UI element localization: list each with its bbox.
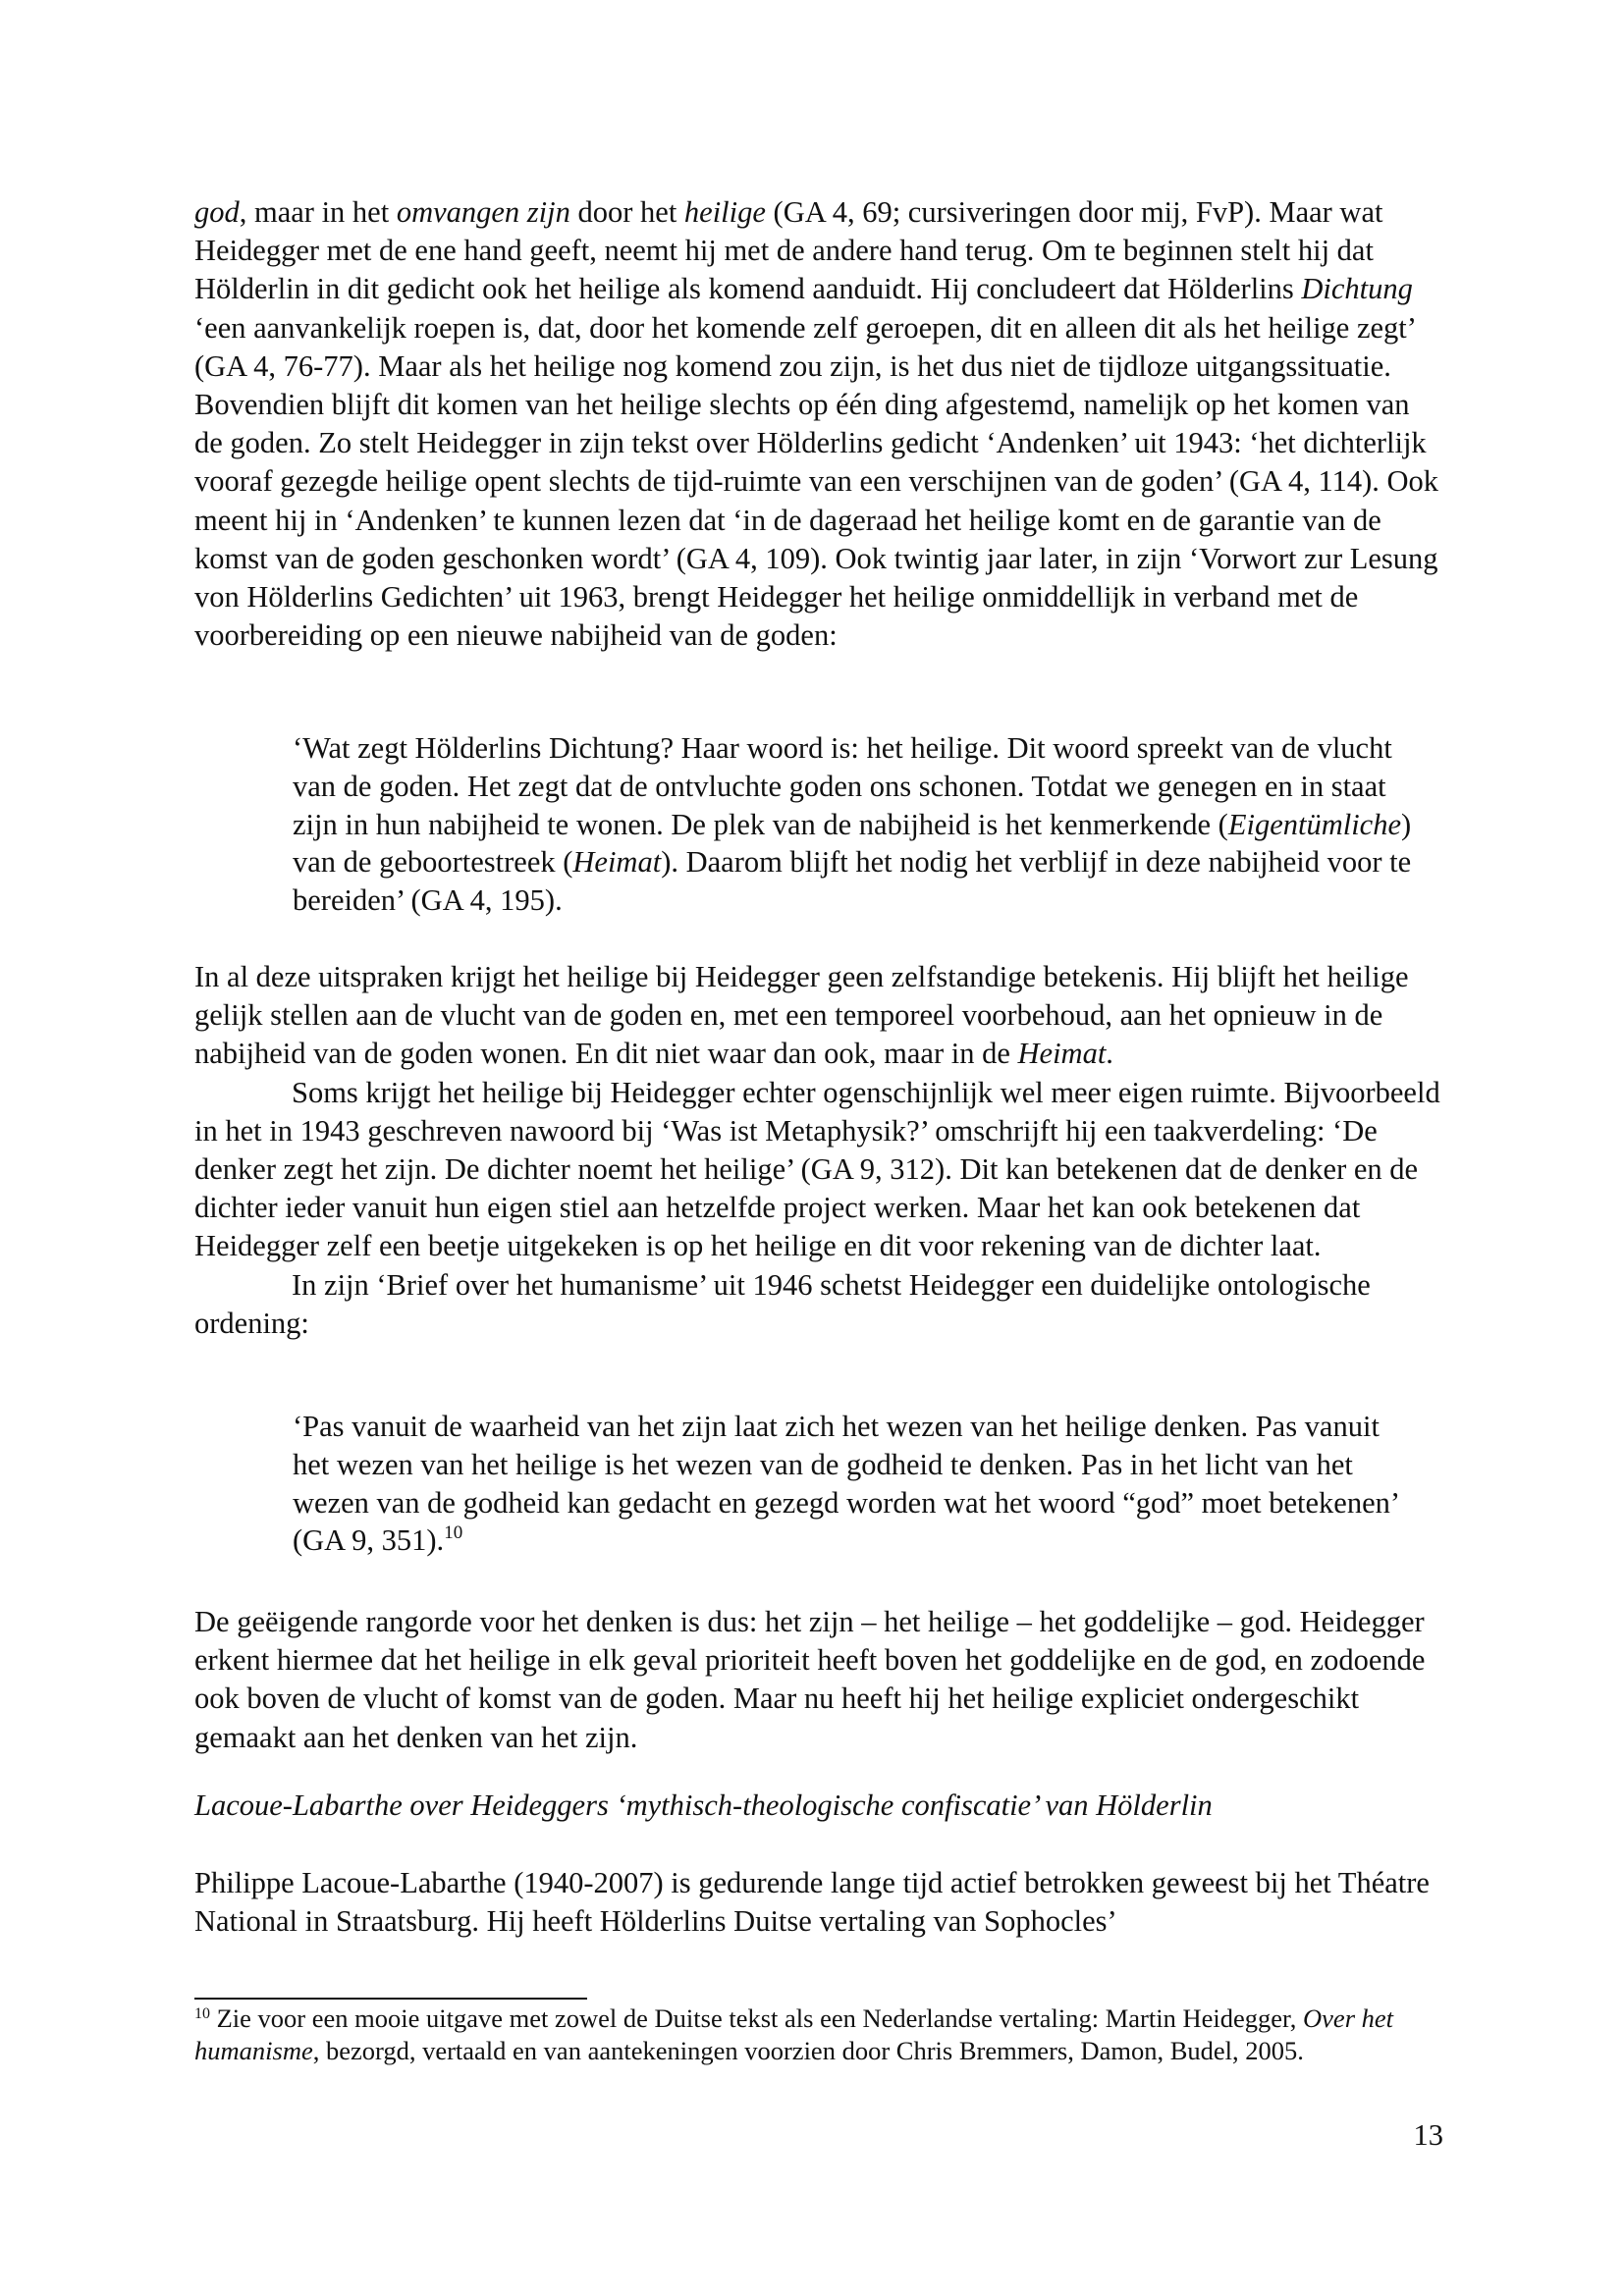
body-text-section-1 — [194, 193, 1441, 655]
text-run: ‘Pas vanuit de waarheid van het zijn laat zich het wezen van het heilige denken. Pas vanuit het wezen van het heilige is het wezen van de godheid te denken. Pas in het licht van het wezen van de godheid kan gedacht en gezegd worden wat het woord “god” moet betekenen’ (GA 9, 351). — [293, 1410, 1398, 1558]
text-run: ‘Wat zegt Hölderlins Dichtung? Haar woord is: het heilige. Dit woord spreekt van de vlucht van de goden. Het zegt dat de ontvluchte goden ons schonen. Totdat we genegen en in staat zijn in hun nabijheid te wonen. De plek van de nabijheid is het kenmerkende ( — [293, 731, 1392, 841]
section-heading: Lacoue-Labarthe over Heideggers ‘mythisch-theologische confiscatie’ van Hölderlin — [194, 1789, 1213, 1822]
page-number: 13 — [1413, 2118, 1443, 2152]
text-run: ). Daarom blijft het nodig het verblijf in deze nabijheid voor te bereiden’ (GA 4, 195). — [293, 845, 1412, 918]
emphasis-heimat: Heimat — [1017, 1037, 1107, 1071]
emphasis-omvangen-zijn: omvangen zijn — [396, 195, 570, 229]
paragraph-3: Soms krijgt het heilige bij Heidegger echter ogenschijnlijk wel meer eigen ruimte. Bijvoorbeeld in het in 1943 geschreven nawoord bij ‘Was ist Metaphysik?’ omschrijft hij een taakverdeling: ‘De denker zegt het zijn. De dichter noemt het heilige’ (GA 9, 312). Dit kan betekenen dat de denker en de dichter ieder vanuit hun eigen stiel aan hetzelfde project werken. Maar het kan ook betekenen dat Heidegger zelf een beetje uitgekeken is op het heilige en dit voor rekening van de dichter laat. — [194, 1075, 1440, 1263]
text-run: . — [1106, 1037, 1113, 1071]
emphasis-heimat: Heimat — [572, 845, 662, 880]
footnote-separator — [194, 1998, 587, 2000]
text-run: , maar in het — [239, 195, 397, 229]
text-run: In al deze uitspraken krijgt het heilige bij Heidegger geen zelfstandige betekenis. Hij blijft het heilige gelijk stellen aan de vlucht van de goden en, met een temporeel voorbehoud, aan het opnieuw in de nabijheid van de goden wonen. En dit niet waar dan ook, maar in de — [194, 960, 1409, 1071]
emphasis-eigentumliche: Eigentümliche — [1227, 807, 1402, 841]
body-text-section-2 — [194, 958, 1441, 1343]
quote-1-text — [293, 729, 1412, 920]
block-quote-2 — [293, 1408, 1412, 1560]
paragraph-4: In zijn ‘Brief over het humanisme’ uit 1946 schetst Heidegger een duidelijke ontologische ordening: — [194, 1267, 1371, 1340]
footnote-number: 10 — [194, 2005, 210, 2022]
paragraph-5: De geëigende rangorde voor het denken is dus: het zijn – het heilige – het goddelijke – god. Heidegger erkent hiermee dat het heilige in elk geval prioriteit heeft boven het goddelijke en de god, en zodoende ook boven de vlucht of komst van de goden. Maar nu heeft hij het heilige expliciet ondergeschikt gemaakt aan het denken van het zijn. — [194, 1605, 1426, 1754]
text-run: ) van de geboortestreek ( — [293, 807, 1412, 880]
paragraph-1 — [194, 193, 1441, 655]
body-text-section-4 — [194, 1864, 1441, 1941]
paragraph-6: Philippe Lacoue-Labarthe (1940-2007) is gedurende lange tijd actief betrokken geweest bij het Théatre National in Straatsburg. Hij heeft Hölderlins Duitse vertaling van Sophocles’ — [194, 1866, 1430, 1939]
footnote-10 — [194, 2002, 1441, 2068]
paragraph-2 — [194, 958, 1441, 1074]
footnote-reference[interactable]: 10 — [444, 1522, 463, 1544]
emphasis-heilige: heilige — [683, 195, 766, 229]
block-quote-1 — [293, 729, 1412, 920]
section-heading-block — [194, 1787, 1441, 1825]
text-run: ‘een aanvankelijk roepen is, dat, door het komende zelf geroepen, dit en alleen dit als het heilige zegt’ (GA 4, 76-77). Maar als het heilige nog komend zou zijn, is het dus niet de tijdloze uitgangssituatie. Bovendien blijft dit komen van het heilige slechts op één ding afgestemd, namelijk op het komen van de goden. Zo stelt Heidegger in zijn tekst over Hölderlins gedicht ‘Andenken’ uit 1943: ‘het dichterlijk vooraf gezegde heilige opent slechts de tijd-ruimte van een verschijnen van de goden’ (GA 4, 114). Ook meent hij in ‘Andenken’ te kunnen lezen dat ‘in de dageraad het heilige komt en de garantie van de komst van de goden geschonken wordt’ (GA 4, 109). Ook twintig jaar later, in zijn ‘Vorwort zur Lesung von Hölderlins Gedichten’ uit 1963, brengt Heidegger het heilige onmiddellijk in verband met de voorbereiding op een nieuwe nabijheid van de goden: — [194, 310, 1439, 653]
emphasis-dichtung: Dichtung — [1301, 272, 1413, 306]
text-run: (GA 4, 69; cursiveringen door mij, FvP). Maar wat Heidegger met de ene hand geeft, neemt hij met de andere hand terug. Om te beginnen stelt hij dat Hölderlin in dit gedicht ook het heilige als komend aanduidt. Hij concludeert dat Hölderlins — [194, 195, 1383, 306]
text-run: door het — [569, 195, 684, 229]
body-text-section-3 — [194, 1603, 1441, 1757]
text-run: , bezorgd, vertaald en van aantekeningen voorzien door Chris Bremmers, Damon, Budel, 2005. — [312, 2036, 1304, 2066]
quote-2-text — [293, 1408, 1412, 1560]
emphasis-god: god — [194, 195, 240, 229]
text-run: Zie voor een mooie uitgave met zowel de Duitse tekst als een Nederlandse vertaling: Martin Heidegger, — [210, 2003, 1304, 2033]
emphasis-book-title: Over het humanisme — [194, 2003, 1394, 2066]
